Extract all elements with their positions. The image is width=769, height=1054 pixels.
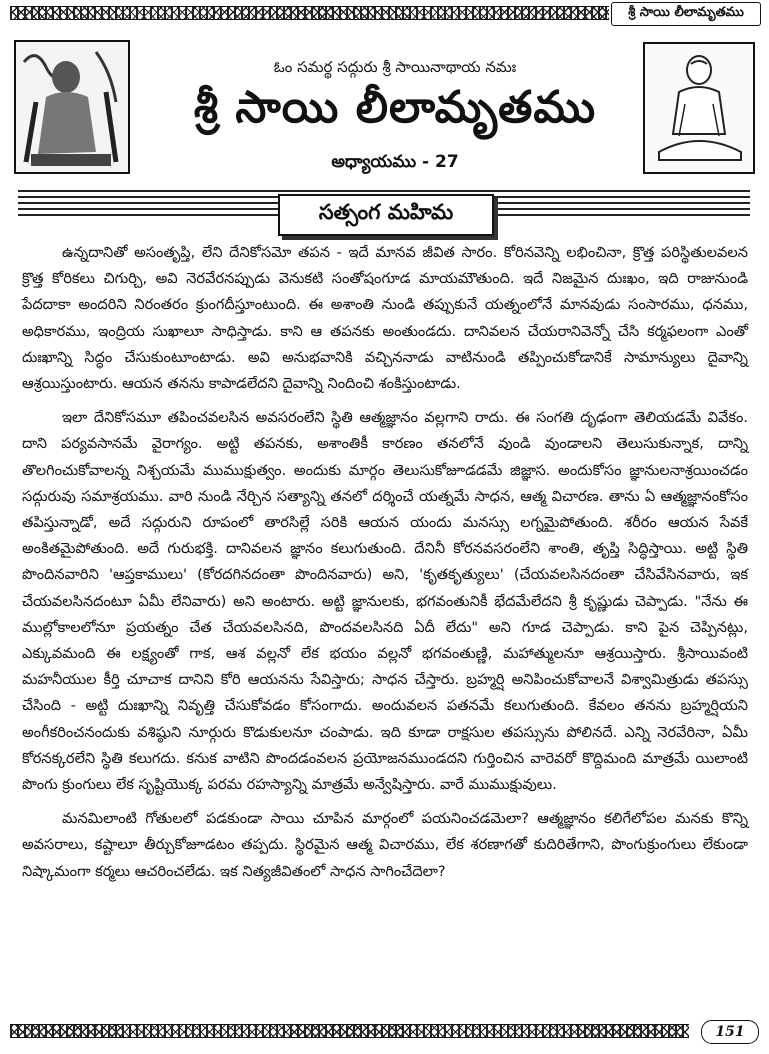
invocation-mantra: ఓం సమర్థ సద్గురు శ్రీ సాయినాథాయ నమః bbox=[273, 58, 517, 76]
paragraph: ఉన్నదానితో అసంతృప్తి, లేని దేనికోసమో తపన - ఇదే మానవ జీవిత సారం. కోరినవెన్ని లభించినా, క్రొత్త పరిస్థితులవలన క్రొత్త కోరికలు చిగుర్చి, అవి నెరవేరనప్పుడు వెనుకటి సంతోషంగూడ మాయమౌతుంది. ఇదే నిజమైన దుఃఖం, ఇది రాజునుండి పేదదాకా అందరిని నిరంతరం క్రుంగదీస్తూంటుంది. ఈ అశాంతి నుండి తప్పుకునే యత్నంలోనే మానవుడు సంసారము, ధనము, అధికారము, ఇంద్రియ సుఖాలూ సాధిస్తాడు. కాని ఆ తపనకు అంతుండదు. దానివలన చేయరానివెన్నో చేసి కర్మఫలంగా ఎంతో దుఃఖాన్ని సిద్ధం చేసుకుంటూంటాడు. అవి అనుభవానికి వచ్చిననాడు వాటినుండి తప్పించుకోడానికే సామాన్యులు దైవాన్ని ఆశ్రయిస్తుంటారు. ఆయన తనను కాపాడలేదని దైవాన్ని నిందించి శంకిస్తుంటాడు. bbox=[22, 244, 748, 393]
paragraph: మనమిలాంటి గోతులలో పడకుండా సాయి చూపిన మార్గంలో పయనించడమెలా? ఆత్మజ్ఞానం కలిగేలోపల మనకు కొన్ని అవసరాలు, కష్టాలూ తీర్చుకోజూడటం తప్పదు. స్థిరమైన ఆత్మ విచారము, లేక శరణాగతో కుదిరితేగాని, పొంగుక్రుంగులు లేకుండా నిష్కామంగా కర్మలు ఆచరించలేడు. ఇక నిత్యజీవితంలో సాధన సాగించేదెలా? bbox=[22, 810, 748, 880]
running-head: శ్రీ సాయి లీలామృతము bbox=[611, 2, 761, 26]
body-text bbox=[22, 240, 748, 893]
chapter-heading: అధ్యాయము - 27 bbox=[331, 152, 459, 172]
section-title: సత్సంగ మహిమ bbox=[278, 194, 494, 236]
paragraph: ఇలా దేనికోసమూ తపించవలసిన అవసరంలేని స్థితి ఆత్మజ్ఞానం వల్లగాని రాదు. ఈ సంగతి దృఢంగా తెలియడమే వివేకం. దాని పర్యవసానమే వైరాగ్యం. అట్టి తపనకు, అశాంతికీ కారణం తనలోనే వుండి వుండాలని తెలుసుకున్నాక, దాన్ని తొలగించుకోవాలన్న నిశ్చయమే ముముక్షుత్వం. అందుకు మార్గం తెలుసుకోజూడడమే జిజ్ఞాస. అందుకోసం జ్ఞానులనాశ్రయించడం సద్గురువు సమాశ్రయము. వారి నుండి నేర్చిన సత్యాన్ని తనలో దర్శించే యత్నమే సాధన, ఆత్మ విచారణ. తాను ఏ ఆత్మజ్ఞానంకోసం తపిస్తున్నాడో, అదే సద్గురుని రూపంలో తారసిల్లే సరికి ఆయన యందు మనస్సు లగ్నమైపోతుంది. శరీరం ఆయన సేవకే అంకితమైపోతుంది. అదే గురుభక్తి. దానివలన జ్ఞానం కలుగుతుంది. దేనినీ కోరనవసరంలేని శాంతి, తృప్తి సిద్ధిస్తాయి. అట్టి స్థితి పొందినవారిని 'ఆప్తకాములు' (కోరదగినదంతా పొందినవారు) అని, 'కృతకృత్యులు' (చేయవలసినదంతా చేసివేసినవారు, ఇక చేయవలసినదంటూ ఏమీ లేనివారు) అని అంటారు. అట్టి జ్ఞానులకు, భగవంతునికీ భేదమేలేదని శ్రీ కృష్ణుడు చెప్పాడు. "నేను ఈ ముల్లోకాలలోనూ ప్రయత్నం చేత చేయవలసినది, పొందవలసినది ఏదీ లేదు" అని గూడ చెప్పాడు. కాని పైన చెప్పినట్లు, ఎక్కువమంది ఈ లక్ష్యంతో గాక, ఆశ వల్లనో లేక భయం వల్లనో భగవంతుణ్ణి, మహాత్ములనూ ఆశ్రయిస్తారు. శ్రీసాయివంటి మహనీయుల కీర్తి చూచాక దానిని కోరి ఆయనను సేవిస్తారు; సాధన చేస్తారు. బ్రహ్మర్షి అనిపించుకోవాలనే విశ్వామిత్రుడు తపస్సు చేసింది - అట్టి దుఃఖాన్ని నివృత్తి చేసుకోవడం కోసంగాదు. అందువలన పతనమే కలుగుతుంది. కేవలం తనను బ్రహ్మర్షియని అంగీకరించనందుకు వశిష్ఠుని నూర్గురు కొడుకులనూ చంపాడు. ఇది కూడా రాక్షసుల తపస్సును పోలినదే. ఎన్ని నెరవేరినా, ఏమీ కోరనక్కరలేని స్థితి కలుగదు. కనుక వాటిని పొందడంవలన ప్రయోజనముండదని గుర్తించిన వారెవరో కొద్దిమంది మాత్రమే యిలాంటి పొంగు క్రుంగులు లేక సృష్టియొక్క పరమ రహస్యాన్ని మాత్రమే అన్వేషిస్తారు. వారే ముముక్షువులు. bbox=[22, 409, 748, 794]
page-number: 151 bbox=[701, 1020, 759, 1044]
author-portrait-image bbox=[643, 42, 755, 174]
decorative-border-bottom bbox=[10, 1024, 689, 1038]
decorative-border-top bbox=[10, 6, 609, 20]
book-title: శ్రీ సాయి లీలామృతము bbox=[193, 82, 597, 133]
sai-baba-portrait-image bbox=[14, 40, 130, 174]
